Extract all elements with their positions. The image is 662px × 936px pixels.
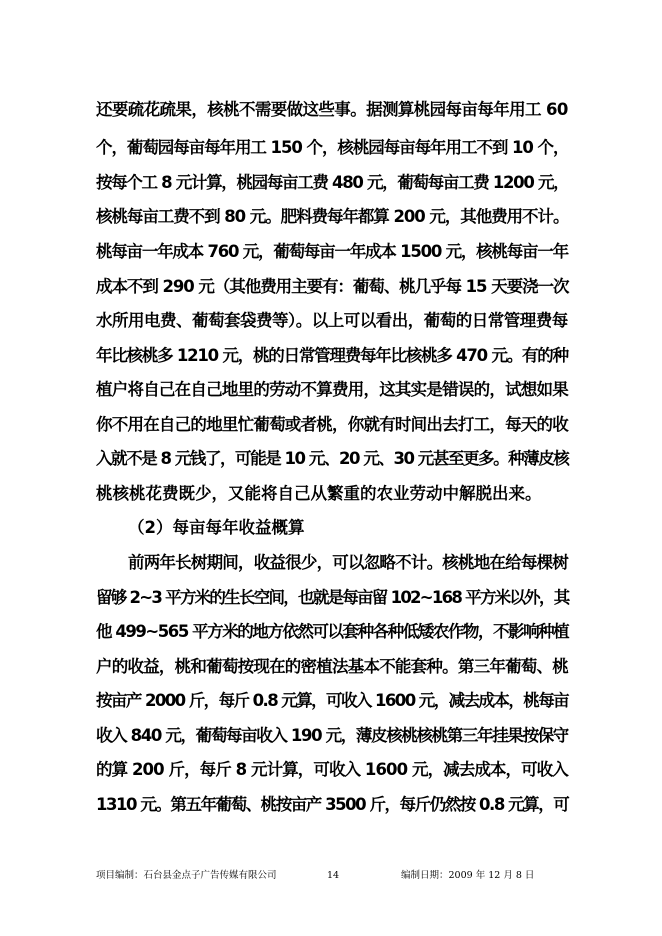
body-line: 入就不是 8 元钱了，可能是 10 元、20 元、30 元甚至更多。种薄皮核 <box>96 449 569 468</box>
body-line: 他 499~565 平方米的地方依然可以套种各种低矮农作物，不影响种植 <box>96 622 569 641</box>
body-line: 水所用电费、葡萄套袋费等）。以上可以看出，葡萄的日常管理费每 <box>96 311 568 330</box>
body-line: 个，葡萄园每亩每年用工 150 个，核桃园每亩每年用工不到 10 个， <box>96 138 569 157</box>
body-line: 还要疏花疏果，核桃不需要做这些事。据测算桃园每亩每年用工 60 <box>96 100 568 119</box>
footer-company: 项目编制：石台县金点子广告传媒有限公司 <box>96 870 277 881</box>
body-line: 户的收益，桃和葡萄按现在的密植法基本不能套种。第三年葡萄、桃 <box>96 657 569 676</box>
body-line: 按每个工 8 元计算，桃园每亩工费 480 元，葡萄每亩工费 1200 元， <box>96 173 569 192</box>
body-line: 年比核桃多 1210 元，桃的日常管理费每年比核桃多 470 元。有的种 <box>96 346 568 365</box>
body-line: 的算 200 斤，每斤 8 元计算，可收入 1600 元，减去成本，可收入 <box>96 760 568 779</box>
section-heading: （2）每亩每年收益概算 <box>128 518 305 537</box>
body-line: 收入 840 元，葡萄每亩收入 190 元，薄皮核桃核桃第三年挂果按保守 <box>96 726 568 745</box>
page-number: 14 <box>327 870 340 881</box>
body-line: 留够 2~3 平方米的生长空间，也就是每亩留 102~168 平方米以外，其 <box>96 588 569 607</box>
page-footer <box>0 869 662 883</box>
body-line: 核桃每亩工费不到 80 元。肥料费每年都算 200 元，其他费用不计。 <box>96 207 569 226</box>
footer-date: 编制日期：2009 年 12 月 8 日 <box>401 870 535 881</box>
body-line: 1310 元。第五年葡萄、桃按亩产 3500 斤，每斤仍然按 0.8 元算，可 <box>96 795 569 814</box>
body-line: 桃核桃花费既少，又能将自己从繁重的农业劳动中解脱出来。 <box>96 484 542 503</box>
body-line: 前两年长树期间，收益很少，可以忽略不计。核桃地在给每棵树 <box>128 553 569 572</box>
body-line: 成本不到 290 元（其他费用主要有：葡萄、桃几乎每 15 天要浇一次 <box>96 277 569 296</box>
body-line: 你不用在自己的地里忙葡萄或者桃，你就有时间出去打工，每天的收 <box>96 415 569 434</box>
body-line: 桃每亩一年成本 760 元，葡萄每亩一年成本 1500 元，核桃每亩一年 <box>96 242 568 261</box>
body-line: 植户将自己在自己地里的劳动不算费用，这其实是错误的，试想如果 <box>96 380 569 399</box>
body-line: 按亩产 2000 斤，每斤 0.8 元算，可收入 1600 元，减去成本，桃每亩 <box>96 691 569 710</box>
